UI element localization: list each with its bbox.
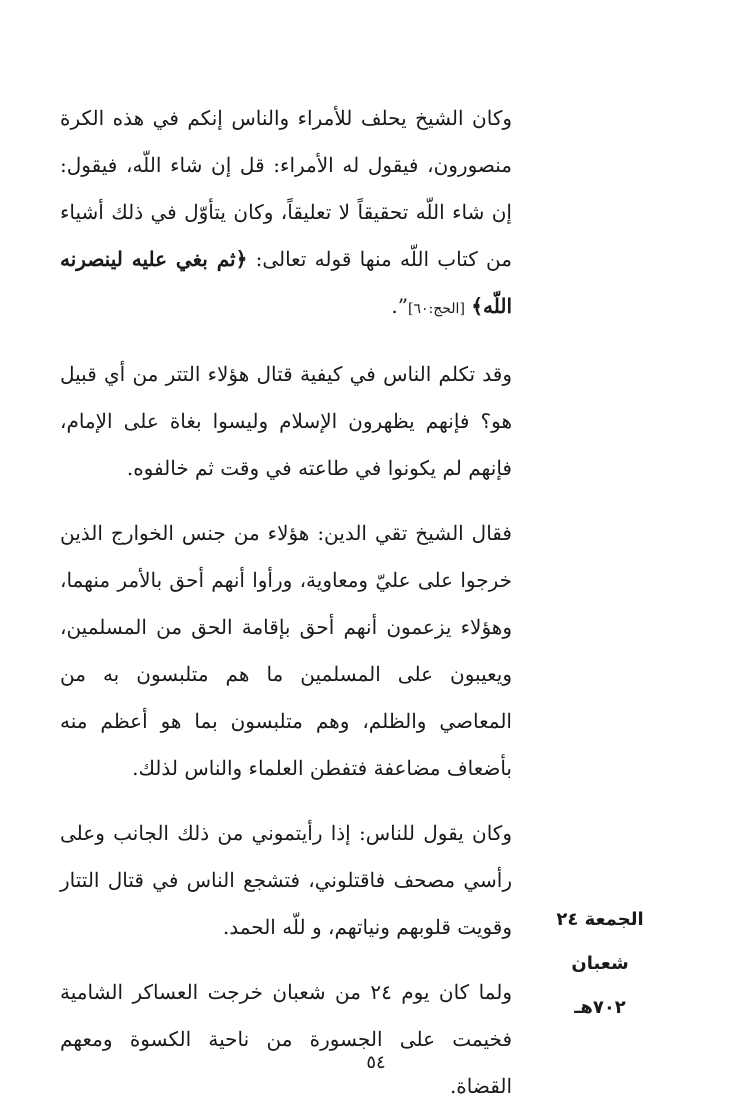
page-number: ٥٤: [366, 1052, 386, 1073]
paragraph-oath-closing: ”.: [391, 294, 408, 318]
quran-quote: ﴿ثم بغي عليه لينصرنه اللّه﴾: [60, 247, 512, 318]
paragraph-oath-text: وكان الشيخ يحلف للأمراء والناس إنكم في هذه الكرة منصورون، فيقول له الأمراء: قل إن شاء اللّه، فيقول: إن شاء اللّه تحقيقاً لا تعليقاً، وكان يتأوّل في ذلك أشياء من كتاب اللّه منها قوله تعالى:: [60, 106, 512, 271]
margin-date-line1: الجمعة ٢٤ شعبان: [556, 909, 644, 974]
paragraph-oath: [60, 95, 512, 333]
paragraph-answer: فقال الشيخ تقي الدين: هؤلاء من جنس الخوارج الذين خرجوا على عليّ ومعاوية، ورأوا أنهم أحق بالأمر منهما، وهؤلاء يزعمون أنهم أحق بإقامة الحق من المسلمين، ويعيبون على المسلمين ما هم متلبسون به من المعاصي والظلم، وهم متلبسون بما هو أعظم منه بأضعاف مضاعفة فتفطن العلماء والناس لذلك.: [60, 521, 512, 780]
paragraph-encouragement: وكان يقول للناس: إذا رأيتموني من ذلك الجانب وعلى رأسي مصحف فاقتلوني، فتشجع الناس في قتال التتار وقويت قلوبهم ونياتهم، و للّه الحمد.: [60, 821, 512, 939]
paragraph-question: وقد تكلم الناس في كيفية قتال هؤلاء التتر من أي قبيل هو؟ فإنهم يظهرون الإسلام وليسوا بغاة على الإمام، فإنهم لم يكونوا في طاعته في وقت ثم خالفوه.: [60, 362, 512, 480]
margin-date-note: [535, 898, 665, 1030]
quran-citation: [الحج:٦٠]: [407, 301, 465, 317]
main-text-column: [60, 95, 512, 1110]
paragraph-armies: ولما كان يوم ٢٤ من شعبان خرجت العساكر الشامية فخيمت على الجسورة من ناحية الكسوة ومعهم القضاة.: [60, 980, 512, 1098]
margin-date-line2: ٧٠٢هـ: [574, 997, 626, 1018]
